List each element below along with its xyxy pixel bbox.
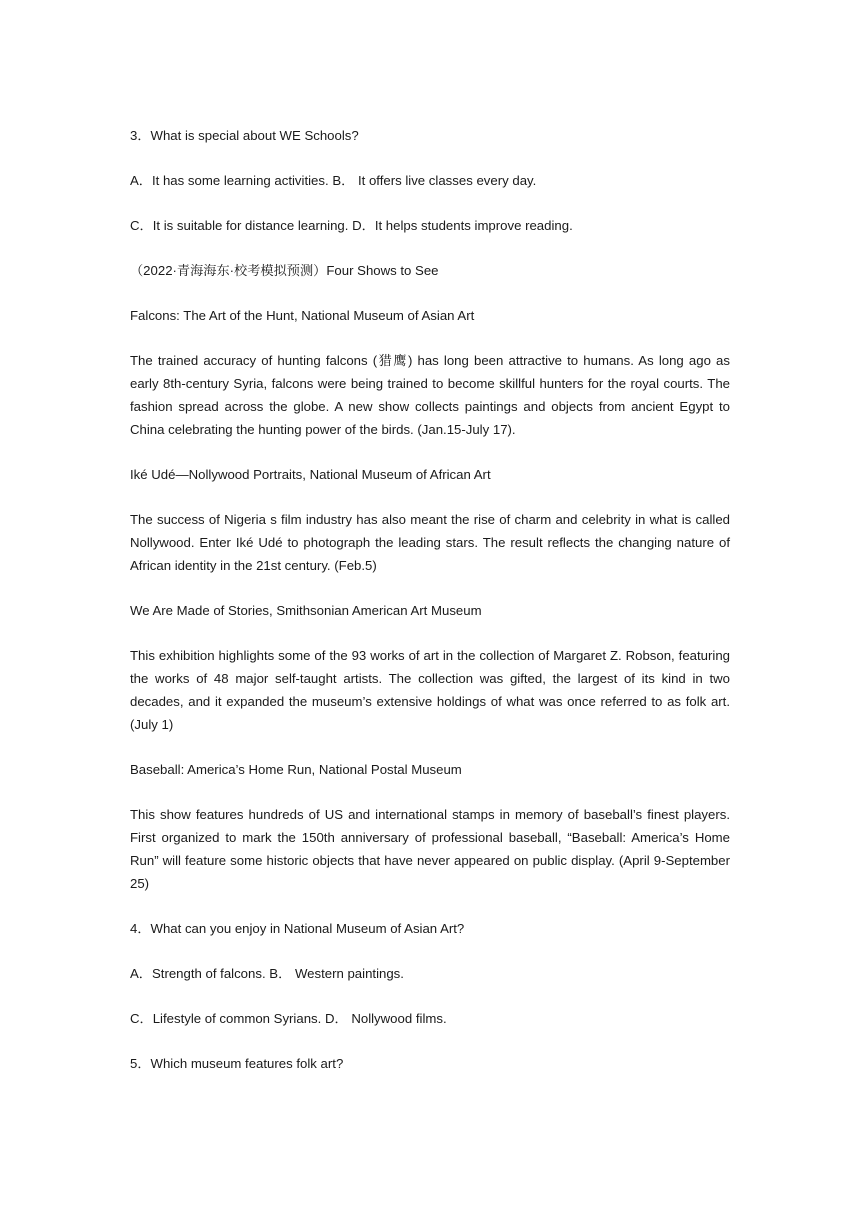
show-title: Iké Udé—Nollywood Portraits, National Museum of African Art [130, 467, 491, 482]
show-description: The trained accuracy of hunting falcons (猎鹰) has long been attractive to humans. As long ago as early 8th-century Syria, falcons were being trained to become skillful hunters for the royal courts. The fashion spread across the globe. A new show collects paintings and objects from ancient Egypt to China celebrating the hunting power of the birds. (Jan.15-July 17). [130, 353, 730, 437]
question-3-options-cd [130, 214, 730, 237]
show-title: Falcons: The Art of the Hunt, National Museum of Asian Art [130, 308, 475, 323]
option-b: B． It offers live classes every day. [332, 173, 537, 188]
question-5: 5．Which museum features folk art? [130, 1056, 344, 1071]
question-3: 3．What is special about WE Schools? [130, 128, 359, 143]
option-b: B． Western paintings. [269, 966, 404, 981]
show-description: This show features hundreds of US and international stamps in memory of baseball’s finest players. First organized to mark the 150th anniversary of professional baseball, “Baseball: America’s Home Run” will feature some historic objects that have never appeared on public display. (April 9-September 25) [130, 807, 730, 891]
show-description: This exhibition highlights some of the 93 works of art in the collection of Margaret Z. Robson, featuring the works of 48 major self-taught artists. The collection was gifted, the largest of its kind in two decades, and it expanded the museum’s extensive holdings of what was once referred to as folk art. (July 1) [130, 648, 730, 732]
show-description: The success of Nigeria s film industry has also meant the rise of charm and celebrity in what is called Nollywood. Enter Iké Udé to photograph the leading stars. The result reflects the changing nature of African identity in the 21st century. (Feb.5) [130, 512, 730, 573]
show-title: We Are Made of Stories, Smithsonian American Art Museum [130, 603, 482, 618]
option-a: A．Strength of falcons. [130, 966, 266, 981]
document-page [130, 124, 730, 1097]
question-3-options-ab [130, 169, 730, 192]
question-4: 4．What can you enjoy in National Museum of Asian Art? [130, 921, 465, 936]
option-a: A．It has some learning activities. [130, 173, 329, 188]
passage-source-heading: （2022·青海海东·校考模拟预测）Four Shows to See [130, 263, 439, 278]
option-c: C．Lifestyle of common Syrians. [130, 1011, 322, 1026]
option-c: C．It is suitable for distance learning. [130, 218, 349, 233]
question-4-options-cd [130, 1007, 730, 1030]
option-d: D．It helps students improve reading. [352, 218, 573, 233]
option-d: D． Nollywood films. [324, 1011, 447, 1026]
show-title: Baseball: America’s Home Run, National Postal Museum [130, 762, 462, 777]
question-4-options-ab [130, 962, 730, 985]
